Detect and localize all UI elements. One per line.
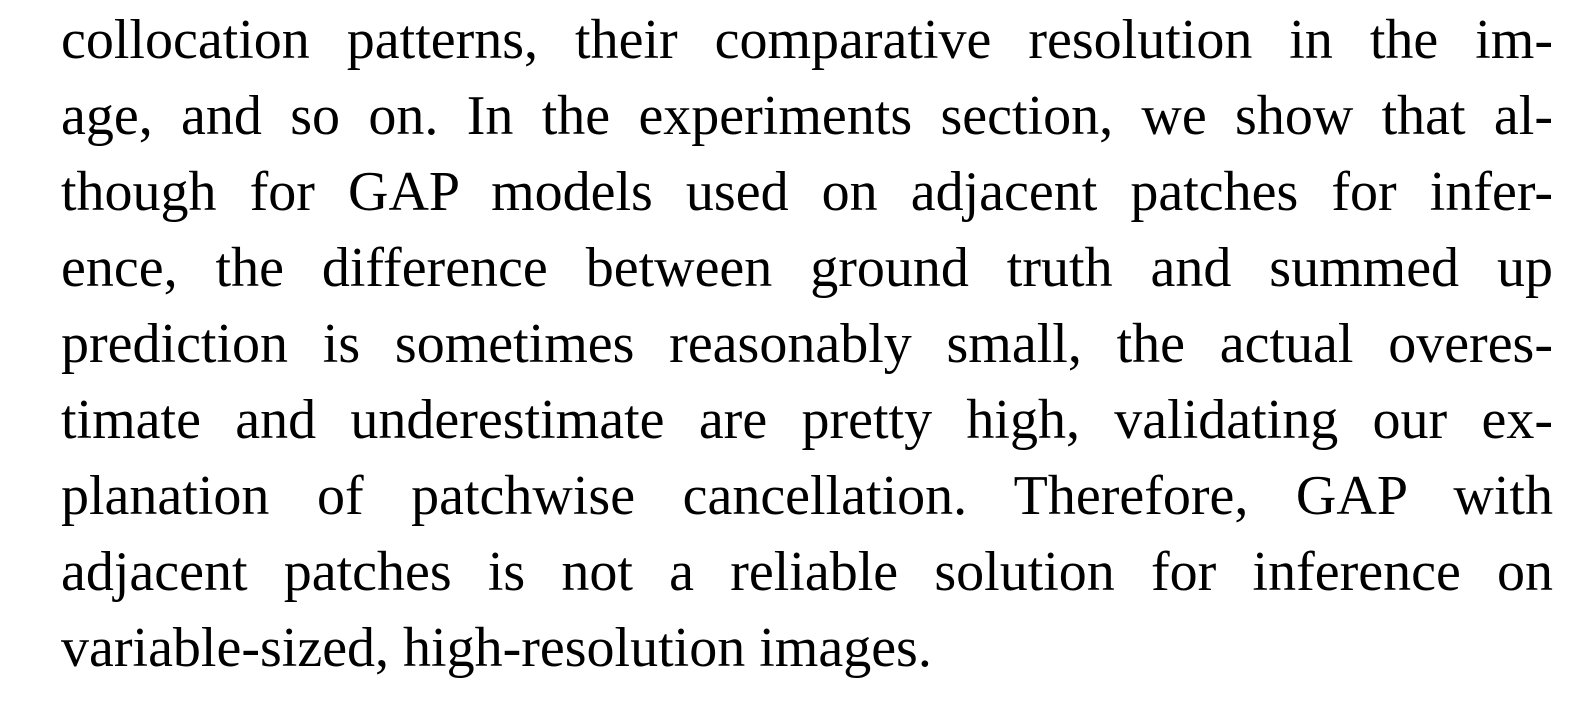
- text-line-7: planation of patchwise cancellation. Therefore, GAP with: [61, 465, 1553, 527]
- text-line-4: ence, the difference between ground truth and summed up: [61, 237, 1553, 299]
- text-line-5: prediction is sometimes reasonably small, the actual overes-: [61, 313, 1553, 375]
- text-line-2: age, and so on. In the experiments section, we show that al-: [61, 85, 1553, 147]
- text-line-9: variable-sized, high-resolution images.: [61, 617, 932, 679]
- text-line-6: timate and underestimate are pretty high, validating our ex-: [61, 389, 1553, 451]
- text-line-8: adjacent patches is not a reliable solution for inference on: [61, 541, 1553, 603]
- text-line-3: though for GAP models used on adjacent patches for infer-: [61, 161, 1553, 223]
- paper-text-body: [61, 0, 1553, 705]
- text-line-1: collocation patterns, their comparative resolution in the im-: [61, 9, 1553, 71]
